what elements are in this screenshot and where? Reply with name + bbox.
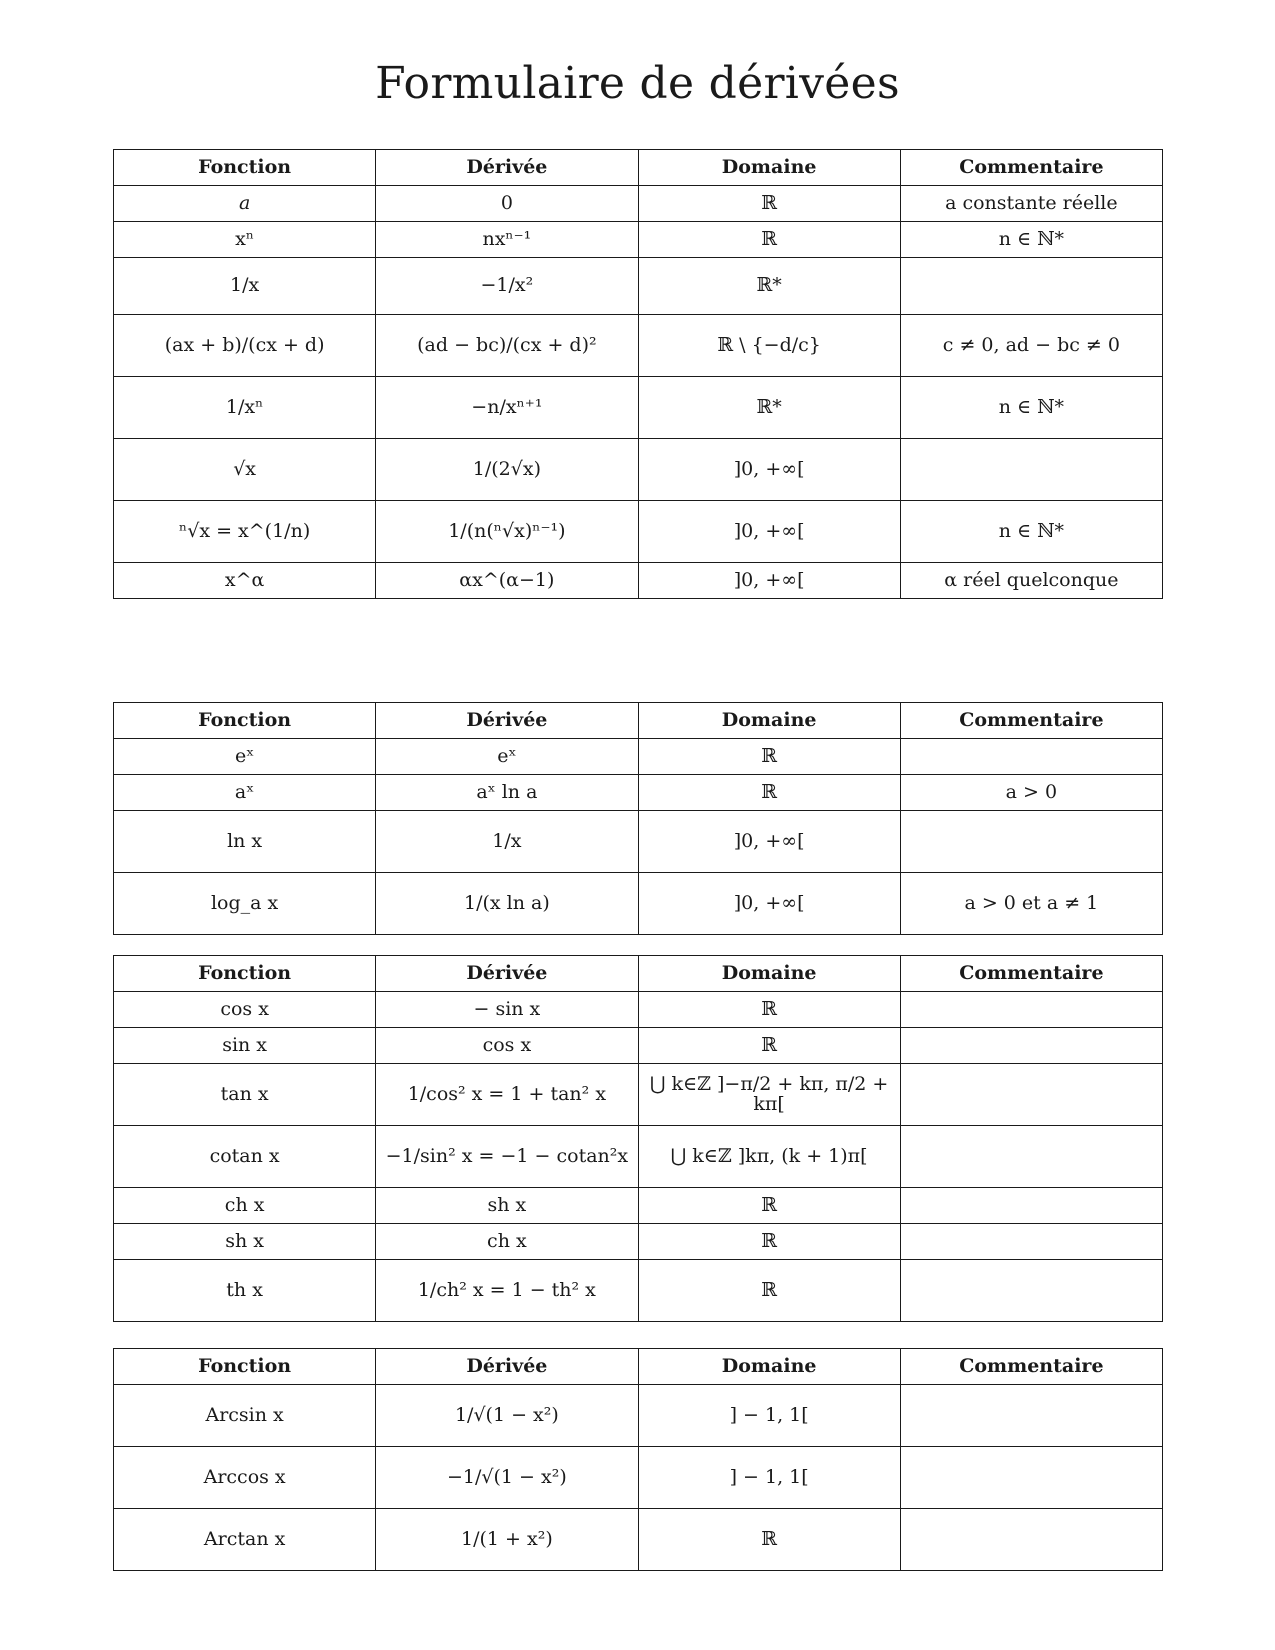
cell-commentaire — [900, 439, 1162, 501]
header-commentaire: Commentaire — [900, 150, 1162, 186]
cell-domaine: ℝ* — [638, 377, 900, 439]
cell-commentaire: c ≠ 0, ad − bc ≠ 0 — [900, 315, 1162, 377]
header-fonction: Fonction — [114, 150, 376, 186]
table-header-row — [114, 1349, 1163, 1385]
cell-domaine: ] − 1, 1[ — [638, 1385, 900, 1447]
cell-domaine: ℝ \ {−d/c} — [638, 315, 900, 377]
cell-domaine: ]0, +∞[ — [638, 501, 900, 563]
header-derivee: Dérivée — [376, 703, 638, 739]
cell-commentaire: n ∈ ℕ* — [900, 222, 1162, 258]
cell-domaine: ℝ — [638, 1260, 900, 1322]
cell-derivee: eˣ — [376, 739, 638, 775]
header-derivee: Dérivée — [376, 1349, 638, 1385]
cell-derivee: 1/(x ln a) — [376, 873, 638, 935]
table-exp-log-functions — [113, 702, 1163, 935]
cell-derivee: −n/xⁿ⁺¹ — [376, 377, 638, 439]
table-row — [114, 811, 1163, 873]
cell-commentaire — [900, 1509, 1162, 1571]
table-trig-hyperbolic-functions — [113, 955, 1163, 1322]
table-row — [114, 222, 1163, 258]
cell-commentaire: a > 0 et a ≠ 1 — [900, 873, 1162, 935]
cell-fonction: ln x — [114, 811, 376, 873]
table-row — [114, 775, 1163, 811]
cell-derivee: (ad − bc)/(cx + d)² — [376, 315, 638, 377]
cell-commentaire — [900, 992, 1162, 1028]
cell-fonction: eˣ — [114, 739, 376, 775]
cell-derivee: 1/(1 + x²) — [376, 1509, 638, 1571]
cell-domaine: ℝ — [638, 186, 900, 222]
cell-fonction: a — [114, 186, 376, 222]
cell-derivee: 1/cos² x = 1 + tan² x — [376, 1064, 638, 1126]
table-row — [114, 1028, 1163, 1064]
table-row — [114, 1447, 1163, 1509]
header-domaine: Domaine — [638, 1349, 900, 1385]
cell-fonction: Arccos x — [114, 1447, 376, 1509]
cell-domaine: ]0, +∞[ — [638, 873, 900, 935]
header-fonction: Fonction — [114, 1349, 376, 1385]
cell-derivee: aˣ ln a — [376, 775, 638, 811]
cell-fonction: (ax + b)/(cx + d) — [114, 315, 376, 377]
table-row — [114, 315, 1163, 377]
cell-commentaire — [900, 1126, 1162, 1188]
cell-commentaire — [900, 1224, 1162, 1260]
cell-domaine: ℝ — [638, 739, 900, 775]
cell-domaine: ℝ — [638, 222, 900, 258]
cell-domaine: ]0, +∞[ — [638, 563, 900, 599]
header-commentaire: Commentaire — [900, 703, 1162, 739]
cell-derivee: sh x — [376, 1188, 638, 1224]
table-row — [114, 992, 1163, 1028]
table-row — [114, 563, 1163, 599]
table-row — [114, 1509, 1163, 1571]
header-commentaire: Commentaire — [900, 1349, 1162, 1385]
table-row — [114, 1385, 1163, 1447]
cell-fonction: aˣ — [114, 775, 376, 811]
cell-fonction: Arcsin x — [114, 1385, 376, 1447]
cell-domaine: ℝ — [638, 1028, 900, 1064]
cell-domaine: ⋃ k∈ℤ ]kπ, (k + 1)π[ — [638, 1126, 900, 1188]
cell-domaine: ]0, +∞[ — [638, 439, 900, 501]
table-row — [114, 1064, 1163, 1126]
header-commentaire: Commentaire — [900, 956, 1162, 992]
cell-commentaire — [900, 1385, 1162, 1447]
header-domaine: Domaine — [638, 150, 900, 186]
cell-fonction: Arctan x — [114, 1509, 376, 1571]
cell-fonction: th x — [114, 1260, 376, 1322]
cell-domaine: ] − 1, 1[ — [638, 1447, 900, 1509]
table-row — [114, 439, 1163, 501]
cell-derivee: −1/x² — [376, 258, 638, 315]
cell-commentaire — [900, 739, 1162, 775]
header-domaine: Domaine — [638, 703, 900, 739]
cell-fonction: ⁿ√x = x^(1/n) — [114, 501, 376, 563]
table-power-functions — [113, 149, 1163, 599]
cell-derivee: nxⁿ⁻¹ — [376, 222, 638, 258]
cell-fonction: 1/xⁿ — [114, 377, 376, 439]
table-row — [114, 1126, 1163, 1188]
cell-fonction: 1/x — [114, 258, 376, 315]
cell-commentaire: n ∈ ℕ* — [900, 377, 1162, 439]
cell-derivee: −1/√(1 − x²) — [376, 1447, 638, 1509]
cell-commentaire — [900, 1028, 1162, 1064]
cell-derivee: −1/sin² x = −1 − cotan²x — [376, 1126, 638, 1188]
header-derivee: Dérivée — [376, 956, 638, 992]
cell-derivee: αx^(α−1) — [376, 563, 638, 599]
cell-commentaire — [900, 1064, 1162, 1126]
cell-derivee: 1/(n(ⁿ√x)ⁿ⁻¹) — [376, 501, 638, 563]
cell-derivee: − sin x — [376, 992, 638, 1028]
table-row — [114, 377, 1163, 439]
page-title: Formulaire de dérivées — [375, 58, 900, 109]
cell-fonction: cos x — [114, 992, 376, 1028]
cell-derivee: 1/ch² x = 1 − th² x — [376, 1260, 638, 1322]
cell-commentaire — [900, 811, 1162, 873]
table-row — [114, 1188, 1163, 1224]
table-row — [114, 873, 1163, 935]
table-row — [114, 1224, 1163, 1260]
table-row — [114, 186, 1163, 222]
cell-fonction: x^α — [114, 563, 376, 599]
header-fonction: Fonction — [114, 703, 376, 739]
cell-commentaire: a > 0 — [900, 775, 1162, 811]
header-domaine: Domaine — [638, 956, 900, 992]
table-row — [114, 501, 1163, 563]
cell-fonction: sh x — [114, 1224, 376, 1260]
cell-commentaire — [900, 258, 1162, 315]
cell-domaine: ]0, +∞[ — [638, 811, 900, 873]
cell-fonction: cotan x — [114, 1126, 376, 1188]
cell-fonction: log_a x — [114, 873, 376, 935]
cell-derivee: 1/(2√x) — [376, 439, 638, 501]
cell-fonction: ch x — [114, 1188, 376, 1224]
cell-commentaire: α réel quelconque — [900, 563, 1162, 599]
table-row — [114, 739, 1163, 775]
header-derivee: Dérivée — [376, 150, 638, 186]
cell-domaine: ⋃ k∈ℤ ]−π/2 + kπ, π/2 + kπ[ — [638, 1064, 900, 1126]
cell-domaine: ℝ — [638, 1509, 900, 1571]
table-row — [114, 1260, 1163, 1322]
table-header-row — [114, 150, 1163, 186]
cell-derivee: 1/x — [376, 811, 638, 873]
table-inverse-trig-functions — [113, 1348, 1163, 1571]
cell-derivee: cos x — [376, 1028, 638, 1064]
header-fonction: Fonction — [114, 956, 376, 992]
table-header-row — [114, 956, 1163, 992]
cell-commentaire — [900, 1260, 1162, 1322]
cell-fonction: tan x — [114, 1064, 376, 1126]
cell-fonction: xⁿ — [114, 222, 376, 258]
table-row — [114, 258, 1163, 315]
cell-derivee: 0 — [376, 186, 638, 222]
cell-domaine: ℝ — [638, 1188, 900, 1224]
cell-commentaire: a constante réelle — [900, 186, 1162, 222]
table-header-row — [114, 703, 1163, 739]
cell-derivee: ch x — [376, 1224, 638, 1260]
cell-fonction: sin x — [114, 1028, 376, 1064]
cell-commentaire — [900, 1188, 1162, 1224]
cell-commentaire — [900, 1447, 1162, 1509]
cell-domaine: ℝ — [638, 775, 900, 811]
cell-derivee: 1/√(1 − x²) — [376, 1385, 638, 1447]
cell-commentaire: n ∈ ℕ* — [900, 501, 1162, 563]
cell-domaine: ℝ* — [638, 258, 900, 315]
cell-fonction: √x — [114, 439, 376, 501]
cell-domaine: ℝ — [638, 992, 900, 1028]
cell-domaine: ℝ — [638, 1224, 900, 1260]
